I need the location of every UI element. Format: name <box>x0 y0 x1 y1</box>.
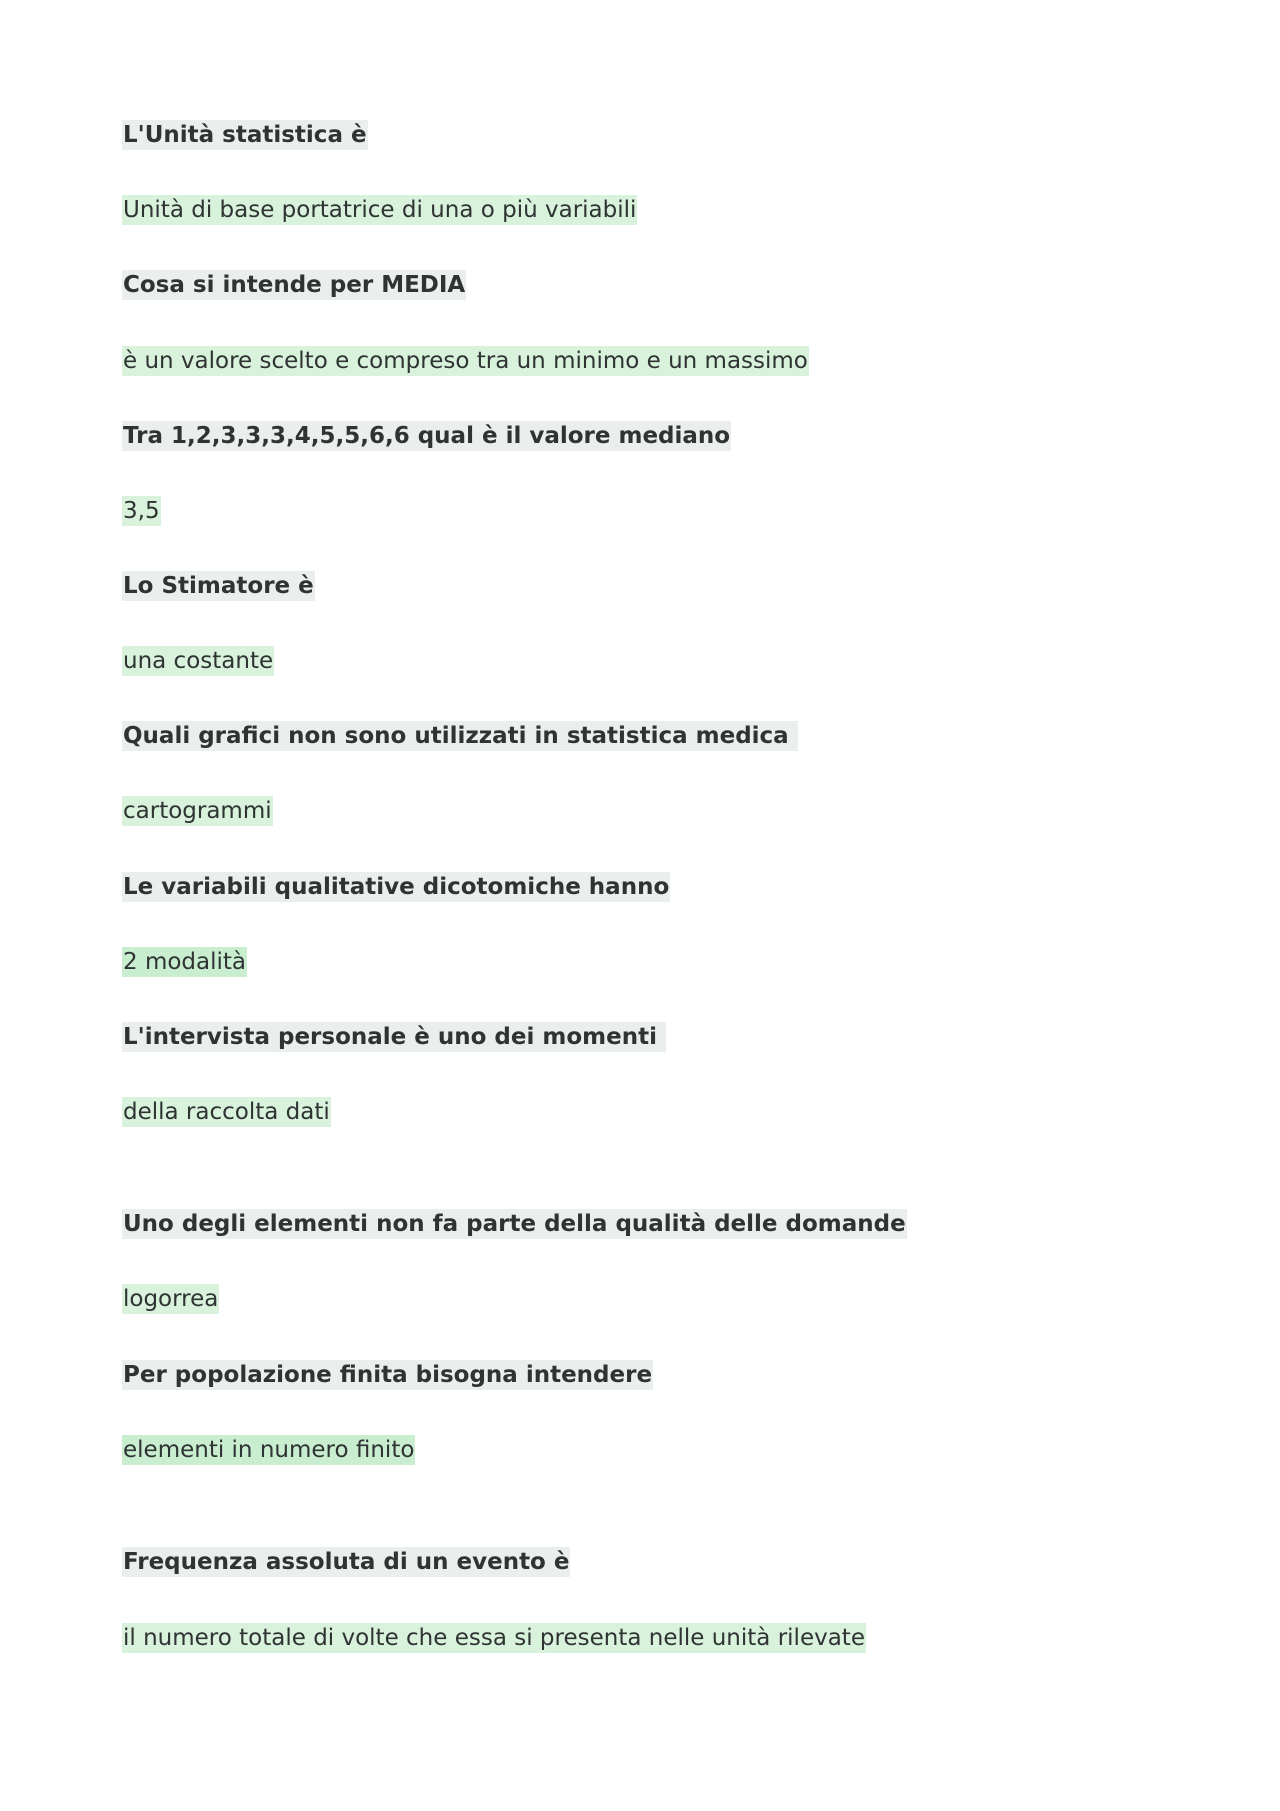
answer-2: è un valore scelto e compreso tra un minimo e un massimo <box>123 348 808 374</box>
answer-10: il numero totale di volte che essa si presenta nelle unità rilevate <box>123 1625 865 1651</box>
question-6: Le variabili qualitative dicotomiche hanno <box>123 874 670 900</box>
question-9: Per popolazione finita bisogna intendere <box>123 1362 653 1388</box>
answer-5: cartogrammi <box>123 798 272 824</box>
question-7: L'intervista personale è uno dei momenti <box>123 1024 665 1050</box>
question-4: Lo Stimatore è <box>123 573 314 599</box>
question-1: L'Unità statistica è <box>123 122 367 148</box>
question-3: Tra 1,2,3,3,3,4,5,5,6,6 qual è il valore mediano <box>123 423 731 449</box>
answer-8: logorrea <box>123 1286 219 1312</box>
answer-6: 2 modalità <box>123 949 247 975</box>
question-5: Quali grafici non sono utilizzati in statistica medica <box>123 723 797 749</box>
answer-1: Unità di base portatrice di una o più variabili <box>123 197 637 223</box>
answer-9: elementi in numero finito <box>123 1437 415 1463</box>
question-10: Frequenza assoluta di un evento è <box>123 1549 570 1575</box>
question-8: Uno degli elementi non fa parte della qualità delle domande <box>123 1211 906 1237</box>
answer-3: 3,5 <box>123 498 160 524</box>
answer-4: una costante <box>123 648 274 674</box>
answer-7: della raccolta dati <box>123 1099 330 1125</box>
question-2: Cosa si intende per MEDIA <box>123 272 466 298</box>
